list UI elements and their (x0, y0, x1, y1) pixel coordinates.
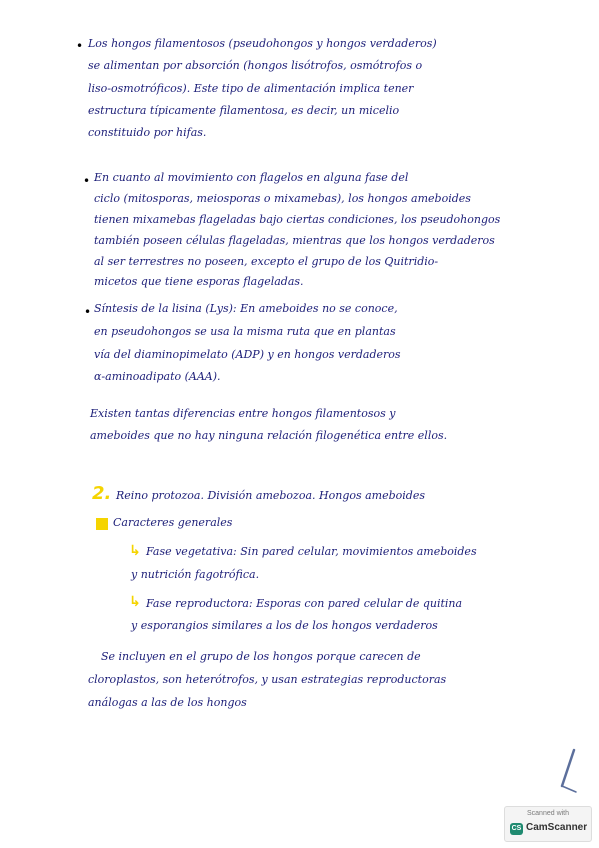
note-line: En cuanto al movimiento con flagelos en alguna fase del (94, 171, 409, 184)
note-line: estructura típicamente filamentosa, es decir, un micelio (88, 104, 400, 117)
note-line: α-aminoadipato (AAA). (94, 370, 221, 383)
note-line: Existen tantas diferencias entre hongos filamentosos y (90, 407, 396, 420)
note-line: Se incluyen en el grupo de los hongos porque carecen de (101, 650, 421, 663)
badge-caption: Scanned with (526, 810, 570, 817)
yellow-square-icon (96, 518, 108, 530)
bullet-dot-icon: • (84, 305, 92, 319)
bullet-dot-icon: • (83, 174, 91, 188)
note-line: liso-osmotróficos). Este tipo de alimentación implica tener (88, 82, 414, 95)
note-line: ameboides que no hay ninguna relación filogenética entre ellos. (90, 429, 448, 442)
note-line: cloroplastos, son heterótrofos, y usan estrategias reproductoras (88, 673, 447, 686)
note-line: Síntesis de la lisina (Lys): En ameboides no se conoce, (94, 302, 398, 315)
corner-arrow-icon: ↳ (129, 543, 141, 559)
subheading: Caracteres generales (113, 516, 233, 529)
note-line: Fase vegetativa: Sin pared celular, movimientos ameboides (146, 545, 477, 558)
scanner-badge (504, 806, 592, 842)
note-line: micetos que tiene esporas flageladas. (94, 275, 304, 288)
note-line: se alimentan por absorción (hongos lisótrofos, osmótrofos o (88, 59, 423, 72)
bullet-dot-icon: • (76, 39, 84, 53)
note-line: vía del diaminopimelato (ADP) y en hongos verdaderos (94, 348, 401, 361)
note-line: constituido por hifas. (88, 126, 207, 139)
section-title: Reino protozoa. División amebozoa. Hongos ameboides (116, 489, 425, 502)
note-line: Los hongos filamentosos (pseudohongos y hongos verdaderos) (88, 37, 437, 50)
note-line: tienen mixamebas flageladas bajo ciertas condiciones, los pseudohongos (94, 213, 501, 226)
note-line: y esporangios similares a los de los hongos verdaderos (131, 619, 438, 632)
note-line: y nutrición fagotrófica. (131, 568, 260, 581)
pencil-mark-icon (556, 748, 578, 794)
number-two-icon: 2. (92, 483, 112, 504)
note-line: en pseudohongos se usa la misma ruta que en plantas (94, 325, 396, 338)
note-line: análogas a las de los hongos (88, 696, 247, 709)
note-line: ciclo (mitosporas, meiosporas o mixamebas), los hongos ameboides (94, 192, 471, 205)
corner-arrow-icon: ↳ (129, 594, 141, 610)
camscanner-logo-icon: CS (510, 823, 523, 835)
note-line: Fase reproductora: Esporas con pared celular de quitina (146, 597, 463, 610)
badge-brand-name: CamScanner (526, 822, 588, 833)
note-line: al ser terrestres no poseen, excepto el grupo de los Quitridio- (94, 255, 439, 268)
note-line: también poseen células flageladas, mientras que los hongos verdaderos (94, 234, 495, 247)
